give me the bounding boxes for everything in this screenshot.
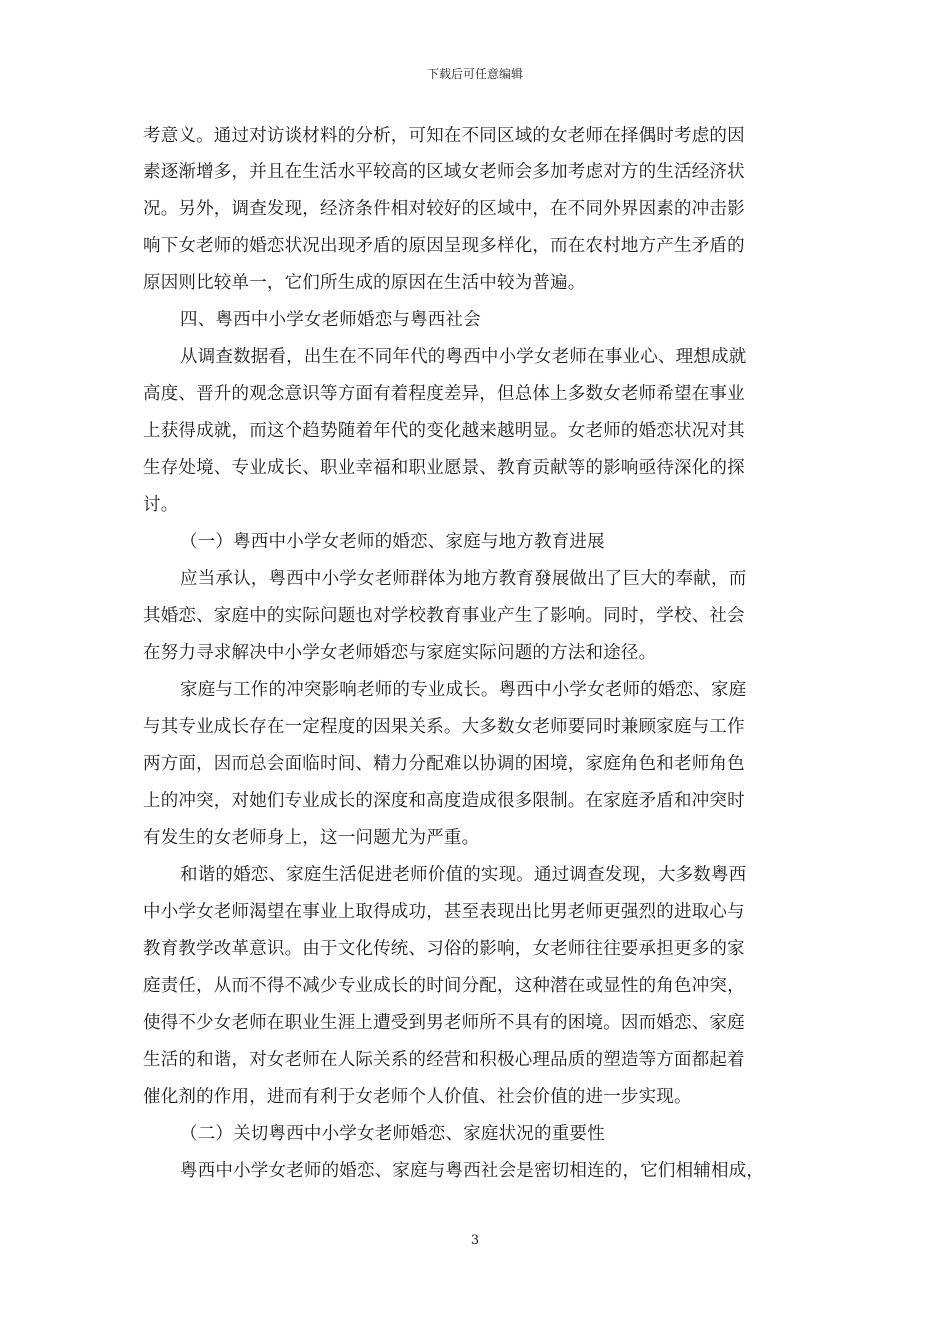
text-line: 考意义。通过对访谈材料的分析，可知在不同区域的女老师在择偶时考虑的因 bbox=[143, 126, 745, 146]
section-heading: 四、粤西中小学女老师婚恋与粤西社会 bbox=[180, 310, 481, 330]
text-line: 教育教学改革意识。由于文化传统、习俗的影响，女老师往往要承担更多的家 bbox=[143, 939, 745, 959]
text-line: 高度、晋升的观念意识等方面有着程度差异，但总体上多数女老师希望在事业 bbox=[143, 384, 745, 404]
text-line: 生活的和谐，对女老师在人际关系的经营和积极心理品质的塑造等方面都起着 bbox=[143, 1050, 745, 1070]
text-line: 讨。 bbox=[143, 495, 179, 515]
text-line: 两方面，因而总会面临时间、精力分配难以协调的困境，家庭角色和老师角色 bbox=[143, 754, 745, 774]
text-line: 生存处境、专业成长、职业幸福和职业愿景、教育贡献等的影响亟待深化的探 bbox=[143, 458, 745, 478]
page-number: 3 bbox=[470, 1233, 480, 1248]
subsection-heading: （一）粤西中小学女老师的婚恋、家庭与地方教育进展 bbox=[180, 532, 605, 552]
text-line: 庭责任，从而不得不减少专业成长的时间分配，这种潜在或显性的角色冲突， bbox=[143, 976, 745, 996]
text-line: 和谐的婚恋、家庭生活促进老师价值的实现。通过调查发现，大多数粤西 bbox=[180, 865, 747, 885]
page-header: 下载后可任意编辑 bbox=[426, 67, 523, 81]
text-line: 家庭与工作的冲突影响老师的专业成长。粤西中小学女老师的婚恋、家庭 bbox=[180, 680, 747, 700]
text-line: 其婚恋、家庭中的实际问题也对学校教育事业产生了影响。同时，学校、社会 bbox=[143, 606, 745, 626]
text-line: 使得不少女老师在职业生涯上遭受到男老师所不具有的困境。因而婚恋、家庭 bbox=[143, 1013, 745, 1033]
text-line: 催化剂的作用，进而有利于女老师个人价值、社会价值的进一步实现。 bbox=[143, 1087, 692, 1107]
text-line: 上获得成就，而这个趋势随着年代的变化越来越明显。女老师的婚恋状况对其 bbox=[143, 421, 745, 441]
text-line: 中小学女老师渴望在事业上取得成功，甚至表现出比男老师更强烈的进取心与 bbox=[143, 902, 745, 922]
text-line: 与其专业成长存在一定程度的因果关系。大多数女老师要同时兼顾家庭与工作 bbox=[143, 717, 745, 737]
text-line: 粤西中小学女老师的婚恋、家庭与粤西社会是密切相连的，它们相辅相成， bbox=[180, 1161, 765, 1181]
text-line: 况。另外，调查发现，经济条件相对较好的区域中，在不同外界因素的冲击影 bbox=[143, 199, 745, 219]
text-line: 应当承认，粤西中小学女老师群体为地方教育發展做出了巨大的奉献，而 bbox=[180, 569, 747, 589]
text-line: 上的冲突，对她们专业成长的深度和高度造成很多限制。在家庭矛盾和冲突时 bbox=[143, 791, 745, 811]
text-line: 原因则比较单一，它们所生成的原因在生活中较为普遍。 bbox=[143, 273, 586, 293]
subsection-heading: （二）关切粤西中小学女老师婚恋、家庭状况的重要性 bbox=[180, 1124, 605, 1144]
text-line: 响下女老师的婚恋状况出现矛盾的原因呈现多样化，而在农村地方产生矛盾的 bbox=[143, 236, 745, 256]
text-line: 在努力寻求解决中小学女老师婚恋与家庭实际问题的方法和途径。 bbox=[143, 643, 657, 663]
text-line: 有发生的女老师身上，这一问题尤为严重。 bbox=[143, 828, 480, 848]
text-line: 从调查数据看，出生在不同年代的粤西中小学女老师在事业心、理想成就 bbox=[180, 347, 747, 367]
text-line: 素逐渐增多，并且在生活水平较高的区域女老师会多加考虑对方的生活经济状 bbox=[143, 162, 745, 182]
